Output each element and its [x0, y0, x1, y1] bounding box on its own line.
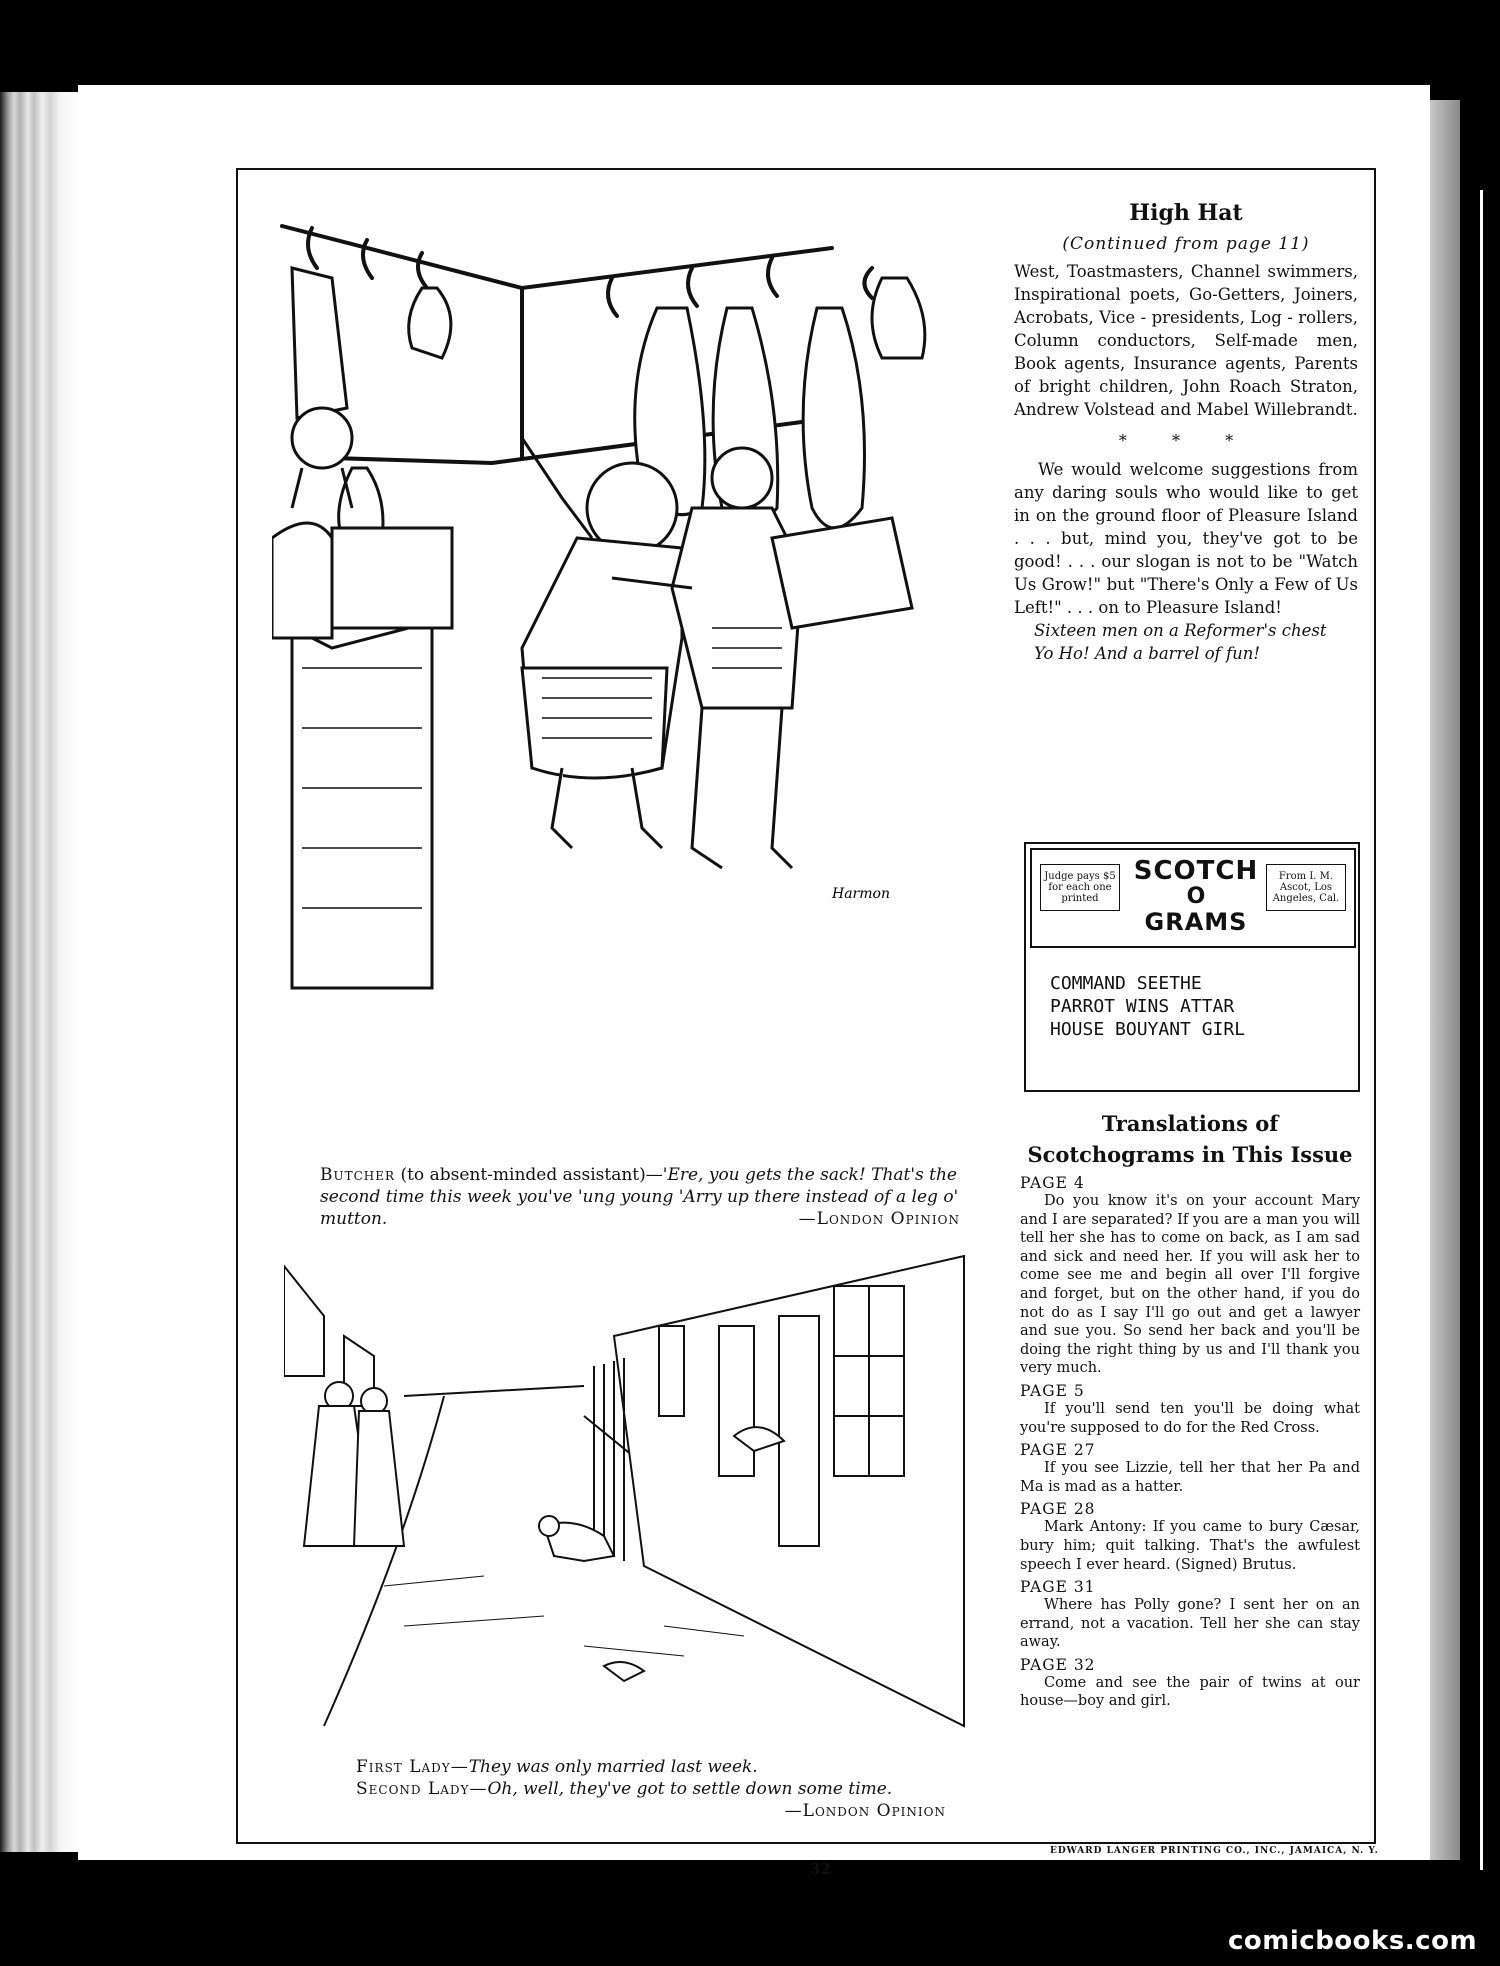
translation-text: Do you know it's on your account Mary and I are separated? If you are a man you will tell her she has to come on back, as I am sad and sick and need her. If you will ask her to come see me and begin all over I'll forgive and forget, but on the other hand, if you do not do as I say I'll go out and get a lawyer and sue you. So send her back and you'll be doing the right thing by us and I'll thank you very much. [1020, 1193, 1360, 1377]
butcher-caption [320, 1164, 960, 1230]
translation-page-label: PAGE 28 [1020, 1500, 1096, 1519]
continued-note: (Continued from page 11) [1062, 234, 1310, 254]
translation-page-label: PAGE 31 [1020, 1578, 1096, 1597]
scotchogram-line: PARROT WINS ATTAR [1050, 996, 1235, 1017]
translation-text: If you'll send ten you'll be doing what you're supposed to do for the Red Cross. [1020, 1400, 1360, 1436]
second-lady-quote: Oh, well, they've got to settle down some time. [487, 1779, 893, 1799]
translation-page-label: PAGE 5 [1020, 1381, 1085, 1400]
caption-source: —London Opinion [784, 1801, 946, 1821]
scotchograms-logo [1128, 856, 1264, 936]
section-divider: * * * [1118, 431, 1254, 450]
street-cartoon [284, 1246, 970, 1746]
logo-bottom: GRAMS [1144, 908, 1248, 936]
translation-text: Where has Polly gone? I sent her on an errand, not a vacation. Tell her she can stay away. [1020, 1597, 1360, 1651]
logo-mid: O [1186, 884, 1206, 909]
stage-direction: (to absent-minded assistant)— [400, 1165, 663, 1185]
page-number: 32 [810, 1860, 831, 1878]
scotchogram-line: COMMAND SEETHE [1050, 973, 1202, 994]
translation-page-label: PAGE 27 [1020, 1441, 1096, 1460]
translation-page-label: PAGE 4 [1020, 1174, 1085, 1192]
prize-note: Judge pays $5 for each one printed [1040, 864, 1120, 911]
site-watermark: comicbooks.com [1228, 1926, 1478, 1956]
next-page-edge [1480, 190, 1500, 1870]
logo-top: SCOTCH [1133, 856, 1259, 886]
high-hat-column [1014, 200, 1358, 665]
caption-source: —London Opinion [798, 1209, 960, 1229]
translation-text: Come and see the pair of twins at our house—boy and girl. [1020, 1674, 1360, 1710]
scotchogram-line: HOUSE BOUYANT GIRL [1050, 1019, 1246, 1040]
column-paragraph-2: We would welcome suggestions from any daring souls who would like to get in on the ground floor of Pleasure Island . . . but, mind you, they've got to be good! . . . our slogan is not to be "Watch Us Grow!" but "There's Only a Few of Us Left!" . . . on to Pleasure Island! [1014, 460, 1358, 617]
book-page-edges [0, 92, 80, 1852]
verse-line-2: Yo Ho! And a barrel of fun! [1034, 644, 1261, 663]
street-caption [356, 1756, 976, 1822]
scotchograms-box [1024, 842, 1360, 1092]
second-lady-label: Second Lady— [356, 1779, 488, 1799]
contributor-note: From I. M. Ascot, Los Angeles, Cal. [1266, 864, 1346, 911]
printer-credit: EDWARD LANGER PRINTING CO., INC., JAMAICA, N. Y. [1050, 1846, 1379, 1856]
artist-signature: Harmon [832, 886, 890, 902]
first-lady-quote: They was only married last week. [468, 1757, 758, 1777]
translations-section [1020, 1108, 1360, 1711]
book-right-edge [1430, 100, 1460, 1860]
translations-title: Translations of Scotchograms in This Issue [1027, 1111, 1353, 1167]
translation-text: Mark Antony: If you came to bury Cæsar, bury him; quit talking. That's the awfulest speech I ever heard. (Signed) Brutus. [1020, 1519, 1360, 1573]
butcher-quote: 'Ere, you gets the sack! That's the second time this week you've 'ung young 'Arry up there instead of a leg o' mutton. [320, 1165, 959, 1229]
scotchogram-text [1050, 972, 1245, 1041]
translation-text: If you see Lizzie, tell her that her Pa and Ma is mad as a hatter. [1020, 1460, 1360, 1495]
verse-line-1: Sixteen men on a Reformer's chest [1034, 621, 1327, 640]
first-lady-label: First Lady— [356, 1757, 469, 1777]
scotchograms-header [1030, 848, 1356, 948]
translation-page-label: PAGE 32 [1020, 1655, 1096, 1674]
speaker-name: Butcher [320, 1165, 396, 1185]
column-paragraph-1: West, Toastmasters, Channel swimmers, Inspirational poets, Go-Getters, Joiners, Acrobats, Vice - presidents, Log - rollers, Column conductors, Self-made men, Book agents, Insurance agents, Parents of bright children, John Roach Straton, Andrew Volstead and Mabel Willebrandt. [1014, 262, 1358, 419]
column-title: High Hat [1129, 200, 1243, 226]
butcher-cartoon [272, 208, 998, 1148]
